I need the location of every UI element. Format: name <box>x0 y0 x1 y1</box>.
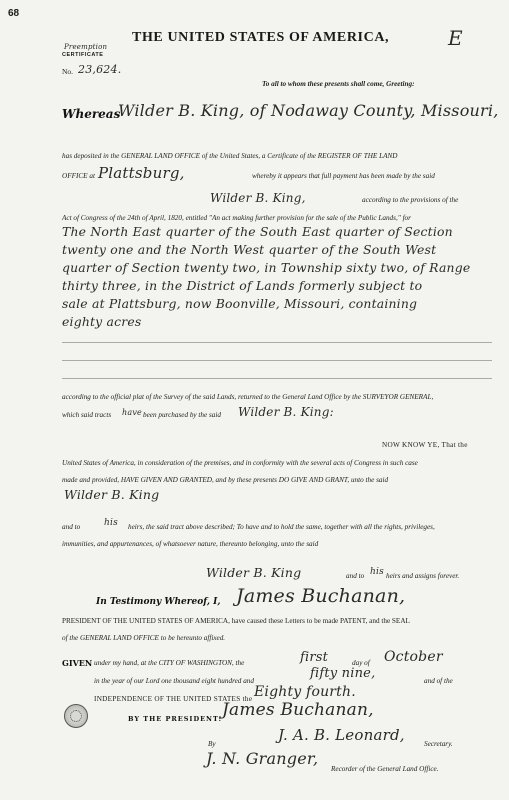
heirs-and-to: and to <box>62 523 81 531</box>
act-line: Act of Congress of the 24th of April, 1820, entitled "An act making further provision for the sale of the Public Lands," for <box>62 214 411 222</box>
independence-year: Eighty fourth. <box>254 684 356 700</box>
given-text: under my hand, at the CITY OF WASHINGTON, the <box>94 659 245 667</box>
deposit-line1: has deposited in the GENERAL LAND OFFICE of the United States, a Certificate of the REGISTER OF THE LAND <box>62 152 398 160</box>
given-day: first <box>300 650 329 665</box>
given-day-of: day of <box>352 659 370 667</box>
heirs-line-rest: heirs, the said tract above described; To have and to hold the same, together with all the rights, privileges, <box>128 523 435 531</box>
description-rule-1 <box>62 342 492 343</box>
final-his: his <box>370 567 384 577</box>
document-title: THE UNITED STATES OF AMERICA, <box>132 30 390 45</box>
grant-name: Wilder B. King <box>64 487 160 502</box>
year-line: in the year of our Lord one thousand eight hundred and <box>94 677 254 685</box>
description-rule-3 <box>62 378 492 379</box>
cert-number-prefix: No. <box>62 67 74 76</box>
seal-line: of the GENERAL LAND OFFICE to be hereunto affixed. <box>62 634 226 642</box>
signature-president-second: James Buchanan, <box>222 700 374 720</box>
consideration-line1: United States of America, in consideration of the premises, and in conformity with the several acts of Congress in such case <box>62 459 418 467</box>
recorder-label: Recorder of the General Land Office. <box>331 765 439 773</box>
deposit-line2-rest: whereby it appears that full payment has been made by the said <box>252 172 435 180</box>
final-rest: heirs and assigns forever. <box>386 572 460 580</box>
final-name: Wilder B. King <box>206 565 302 580</box>
purchased-name: Wilder B. King: <box>238 405 334 419</box>
according-provisions: according to the provisions of the <box>362 196 459 204</box>
whereas-label: Whereas <box>62 107 121 121</box>
cert-label-bottom: CERTIFICATE <box>62 52 104 58</box>
grantee-intro: Wilder B. King, of Nodaway County, Missouri, <box>118 101 499 120</box>
land-description-line-1: The North East quarter of the South East quarter of Section <box>62 224 453 239</box>
land-description-line-4: thirty three, in the District of Lands formerly subject to <box>62 278 423 293</box>
secretary-label: Secretary. <box>424 740 453 748</box>
given-label: GIVEN <box>62 658 93 668</box>
secretary-signature: J. A. B. Leonard, <box>278 726 405 744</box>
president-line: PRESIDENT OF THE UNITED STATES OF AMERICA, have caused these Letters to be made PATENT, and the SEAL <box>62 617 410 625</box>
survey-line: according to the official plat of the Survey of the said Lands, returned to the General Land Office by the SURVEYOR GENERAL, <box>62 393 434 401</box>
heirs-his: his <box>104 518 118 528</box>
description-rule-2 <box>62 360 492 361</box>
corner-mark: E <box>448 26 463 50</box>
recorder-signature: J. N. Granger, <box>206 749 319 768</box>
consideration-line2: made and provided, HAVE GIVEN AND GRANTED, and by these presents DO GIVE AND GRANT, unto the said <box>62 476 389 484</box>
purchased-prefix: which said tracts <box>62 411 112 419</box>
land-description-line-5: sale at Plattsburg, now Boonville, Missouri, containing <box>62 296 418 311</box>
year-word: fifty nine, <box>310 666 376 681</box>
seal-icon <box>64 704 88 728</box>
testimony-label: In Testimony Whereof, I, <box>96 597 221 607</box>
now-know-ye: NOW KNOW YE, That the <box>382 441 468 449</box>
land-description-line-2: twenty one and the North West quarter of the South West <box>62 242 437 257</box>
independence-line: INDEPENDENCE OF THE UNITED STATES the <box>94 695 253 703</box>
land-description-line-6: eighty acres <box>62 314 142 329</box>
cert-number: 23,624. <box>78 63 122 76</box>
payer-name: Wilder B. King, <box>210 191 306 205</box>
year-line-end: and of the <box>424 677 453 685</box>
deposit-office-prefix: OFFICE at <box>62 172 95 180</box>
cert-label-top: Preemption <box>64 43 108 51</box>
by-the-president: BY THE PRESIDENT: <box>128 715 222 723</box>
deposit-office: Plattsburg, <box>98 164 185 182</box>
given-month: October <box>384 649 443 665</box>
land-description-line-3: quarter of Section twenty two, in Township sixty two, of Range <box>62 260 471 275</box>
immunities-line: immunities, and appurtenances, of whatsoever nature, thereunto belonging, unto the said <box>62 540 319 548</box>
by-label: By <box>208 740 216 748</box>
purchased-have: have <box>122 408 142 417</box>
purchased-mid: been purchased by the said <box>143 411 221 419</box>
president-signature: James Buchanan, <box>236 585 406 607</box>
page-number: 68 <box>8 8 20 19</box>
greeting: To all to whom these presents shall come, Greeting: <box>262 80 415 88</box>
final-and-to: and to <box>346 572 365 580</box>
